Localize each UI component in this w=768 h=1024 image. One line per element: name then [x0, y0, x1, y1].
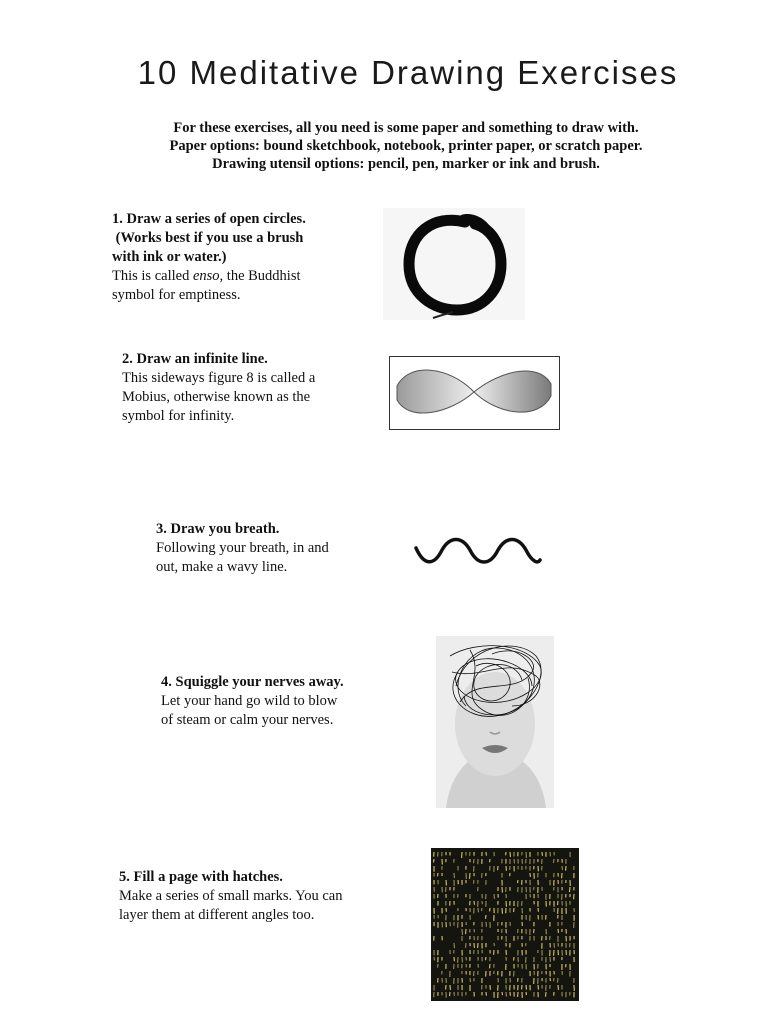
- exercise-heading: 4. Squiggle your nerves away.: [161, 674, 344, 690]
- enso-circle-image: [383, 208, 525, 320]
- page-title: 10 Meditative Drawing Exercises: [137, 54, 679, 91]
- exercise-body: Make a series of small marks. You can: [119, 888, 343, 904]
- exercise-heading: 1. Draw a series of open circles.: [112, 211, 306, 227]
- body-text: , the Buddhist: [219, 268, 301, 284]
- exercise-body: out, make a wavy line.: [156, 559, 288, 575]
- exercise-heading: 5. Fill a page with hatches.: [119, 869, 283, 885]
- intro-line: For these exercises, all you need is some paper and something to draw with.: [173, 120, 639, 136]
- exercise-body: symbol for infinity.: [122, 408, 235, 424]
- exercise-heading: (Works best if you use a brush: [112, 230, 304, 246]
- exercise-heading: 3. Draw you breath.: [156, 521, 280, 537]
- exercise-3: [156, 520, 329, 577]
- body-text: This is called: [112, 268, 193, 284]
- exercise-body: [112, 267, 306, 286]
- exercise-5: [119, 868, 343, 925]
- intro-line: Drawing utensil options: pencil, pen, marker or ink and brush.: [212, 156, 600, 172]
- exercise-body: Following your breath, in and: [156, 540, 329, 556]
- exercise-heading: with ink or water.): [112, 249, 227, 265]
- exercise-body: symbol for emptiness.: [112, 287, 241, 303]
- exercise-4: [161, 673, 344, 730]
- scribbled-face-image: [436, 636, 554, 808]
- hatch-marks-image: [431, 848, 579, 1001]
- exercise-body: of steam or calm your nerves.: [161, 712, 334, 728]
- exercise-body: Let your hand go wild to blow: [161, 693, 338, 709]
- exercise-body: This sideways figure 8 is called a: [122, 370, 316, 386]
- exercise-heading: 2. Draw an infinite line.: [122, 351, 268, 367]
- mobius-strip-image: [389, 356, 560, 430]
- intro-line: Paper options: bound sketchbook, notebook, printer paper, or scratch paper.: [169, 138, 643, 154]
- intro-text: [100, 119, 712, 173]
- exercise-body: layer them at different angles too.: [119, 907, 315, 923]
- exercise-2: [122, 350, 315, 426]
- exercise-1: [112, 210, 306, 305]
- exercise-body: Mobius, otherwise known as the: [122, 389, 311, 405]
- wavy-line-image: [410, 536, 546, 570]
- enso-term: enso: [192, 268, 220, 284]
